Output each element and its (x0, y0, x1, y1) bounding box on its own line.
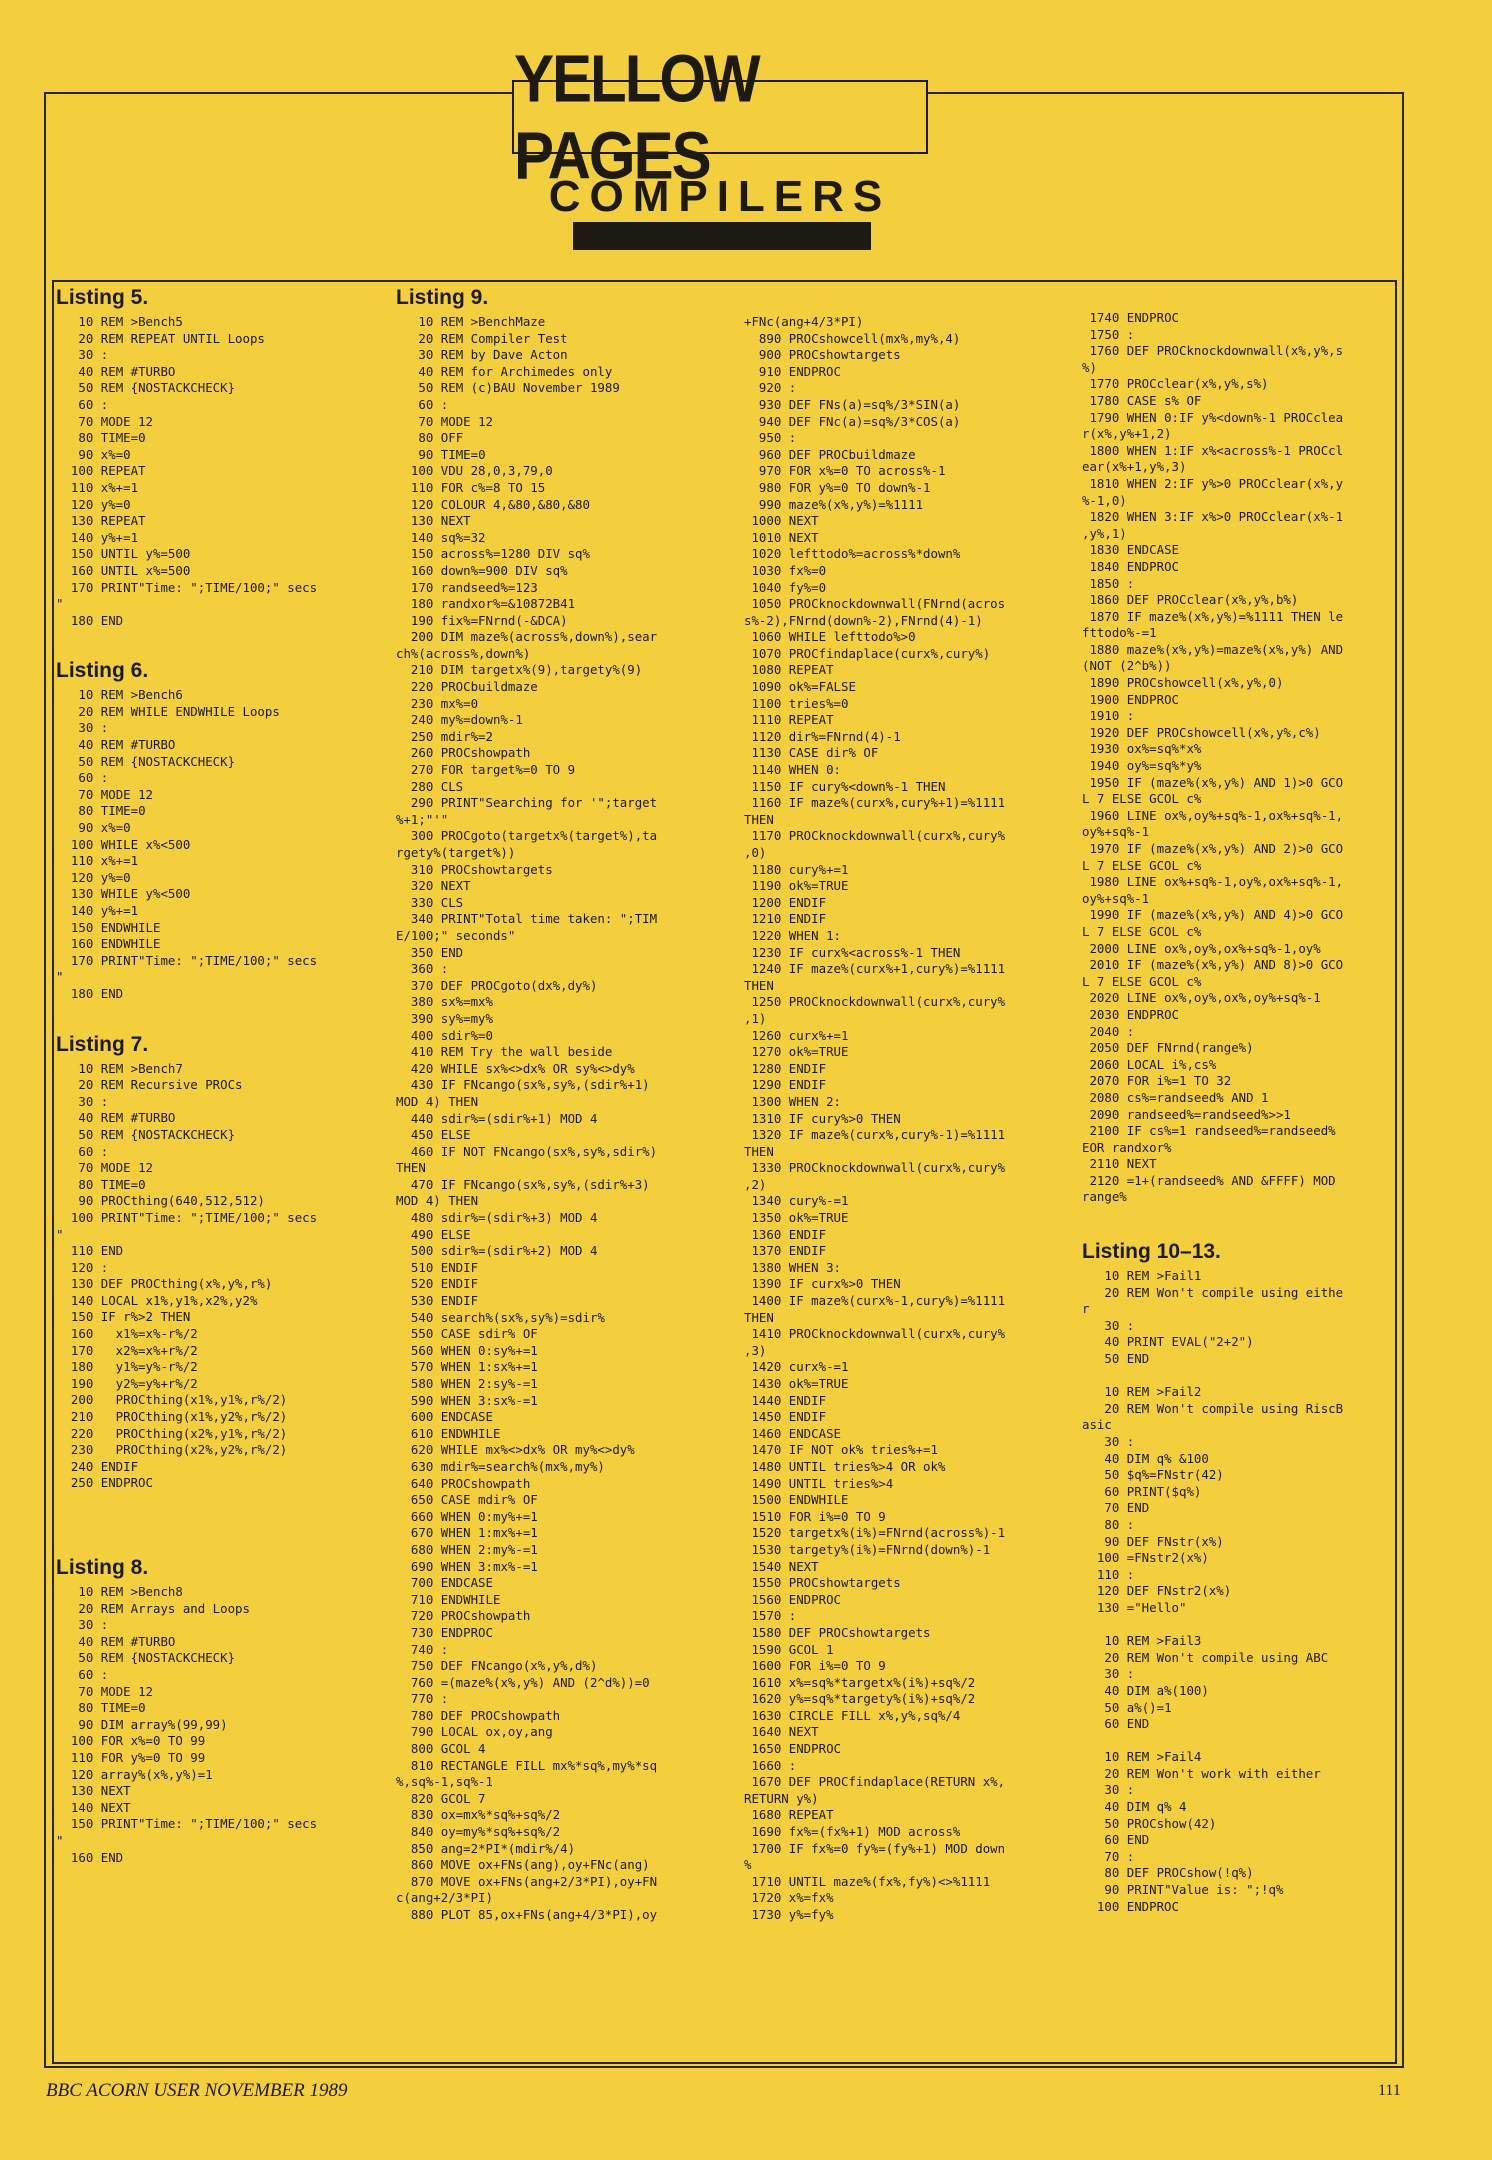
masthead-title: YELLOW PAGES (514, 40, 759, 194)
listing-9 (396, 286, 744, 1924)
listing-9-end (1082, 310, 1398, 1206)
listing-title: Listing 5. (56, 286, 149, 309)
listing-title: Listing 10–13. (1082, 1240, 1221, 1264)
listing-code: 10 REM >Bench8 20 REM Arrays and Loops 30 : 40 REM #TURBO 50 REM {NOSTACKCHECK} 60 : 70 MODE 12 80 TIME=0 90 DIM array%(99,99) 100 FOR x%=0 TO 99 110 FOR y%=0 TO 99 120 array%(x%,y%)=1 130 NEXT 140 NEXT 150 PRINT"Time: ";TIME/100;" secs " 160 END (56, 1584, 318, 1865)
listing-8 (56, 1556, 404, 1866)
column-1 (56, 284, 404, 1872)
column-3 (744, 314, 1092, 1930)
listing-code: 10 REM >BenchMaze 20 REM Compiler Test 30 REM by Dave Acton 40 REM for Archimedes only 50 REM (c)BAU November 1989 60 : 70 MODE 12 80 OFF 90 TIME=0 100 VDU 28,0,3,79,0 110 FOR c%=8 TO 15 120 COLOUR 4,&80,&80,&80 130 NEXT 140 sq%=32 150 across%=1280 DIV sq% 160 down%=900 DIV sq% 170 randseed%=123 180 randxor%=&10872B41 190 fix%=FNrnd(-&DCA) 200 DIM maze%(across%,down%),sear ch%(across%,down%) 210 DIM targetx%(9),targety%(9) 220 PROCbuildmaze 230 mx%=0 240 my%=down%-1 250 mdir%=2 260 PROCshowpath 270 FOR target%=0 TO 9 280 CLS 290 PRINT"Searching for '";target %+1;"'" 300 PROCgoto(targetx%(target%),ta rgety%(target%)) 310 PROCshowtargets 320 NEXT 330 CLS 340 PRINT"Total time taken: ";TIM E/100;" seconds" 350 END 360 : 370 DEF PROCgoto(dx%,dy%) 380 sx%=mx% 390 sy%=my% 400 sdir%=0 410 REM Try the wall beside 420 WHILE sx%<>dx% OR sy%<>dy% 430 IF FNcango(sx%,sy%,(sdir%+1) MOD 4) THEN 440 sdir%=(sdir%+1) MOD 4 450 ELSE 460 IF NOT FNcango(sx%,sy%,sdir%) THEN 470 IF FNcango(sx%,sy%,(sdir%+3) MOD 4) THEN 480 sdir%=(sdir%+3) MOD 4 490 ELSE 500 sdir%=(sdir%+2) MOD 4 510 ENDIF 520 ENDIF 530 ENDIF 540 search%(sx%,sy%)=sdir% 550 CASE sdir% OF 560 WHEN 0:sy%+=1 570 WHEN 1:sx%+=1 580 WHEN 2:sy%-=1 590 WHEN 3:sx%-=1 600 ENDCASE 610 ENDWHILE 620 WHILE mx%<>dx% OR my%<>dy% 630 mdir%=search%(mx%,my%) 640 PROCshowpath 650 CASE mdir% OF 660 WHEN 0:my%+=1 670 WHEN 1:mx%+=1 680 WHEN 2:my%-=1 690 WHEN 3:mx%-=1 700 ENDCASE 710 ENDWHILE 720 PROCshowpath 730 ENDPROC 740 : 750 DEF FNcango(x%,y%,d%) 760 =(maze%(x%,y%) AND (2^d%))=0 770 : 780 DEF PROCshowpath 790 LOCAL ox,oy,ang 800 GCOL 4 810 RECTANGLE FILL mx%*sq%,my%*sq %,sq%-1,sq%-1 820 GCOL 7 830 ox=mx%*sq%+sq%/2 840 oy=my%*sq%+sq%/2 850 ang=2*PI*(mdir%/4) 860 MOVE ox+FNs(ang),oy+FNc(ang) 870 MOVE ox+FNs(ang+2/3*PI),oy+FN c(ang+2/3*PI) 880 PLOT 85,ox+FNs(ang+4/3*PI),oy (396, 314, 658, 1922)
listing-code: 10 REM >Fail1 20 REM Won't compile using eithe r 30 : 40 PRINT EVAL("2+2") 50 END 10 REM >Fail2 20 REM Won't compile using RiscB asic 30 : 40 DIM q% &100 50 $q%=FNstr(42) 60 PRINT($q%) 70 END 80 : 90 DEF FNstr(x%) 100 =FNstr2(x%) 110 : 120 DEF FNstr2(x%) 130 ="Hello" 10 REM >Fail3 20 REM Won't compile using ABC 30 : 40 DIM a%(100) 50 a%()=1 60 END 10 REM >Fail4 20 REM Won't work with either 30 : 40 DIM q% 4 50 PROCshow(42) 60 END 70 : 80 DEF PROCshow(!q%) 90 PRINT"Value is: ";!q% 100 ENDPROC (1082, 1268, 1344, 1914)
listing-code: 10 REM >Bench7 20 REM Recursive PROCs 30 : 40 REM #TURBO 50 REM {NOSTACKCHECK} 60 : 70 MODE 12 80 TIME=0 90 PROCthing(640,512,512) 100 PRINT"Time: ";TIME/100;" secs " 110 END 120 : 130 DEF PROCthing(x%,y%,r%) 140 LOCAL x1%,y1%,x2%,y2% 150 IF r%>2 THEN 160 x1%=x%-r%/2 170 x2%=x%+r%/2 180 y1%=y%-r%/2 190 y2%=y%+r%/2 200 PROCthing(x1%,y1%,r%/2) 210 PROCthing(x1%,y2%,r%/2) 220 PROCthing(x2%,y1%,r%/2) 230 PROCthing(x2%,y2%,r%/2) 240 ENDIF 250 ENDPROC (56, 1060, 318, 1491)
listing-code: 10 REM >Bench5 20 REM REPEAT UNTIL Loops 30 : 40 REM #TURBO 50 REM {NOSTACKCHECK} 60 : 70 MODE 12 80 TIME=0 90 x%=0 100 REPEAT 110 x%+=1 120 y%=0 130 REPEAT 140 y%+=1 150 UNTIL y%=500 160 UNTIL x%=500 170 PRINT"Time: ";TIME/100;" secs " 180 END (56, 314, 318, 628)
column-2 (396, 284, 744, 1930)
listing-7 (56, 1033, 404, 1492)
footer-publication: BBC ACORN USER NOVEMBER 1989 (46, 2080, 348, 2101)
listing-code: +FNc(ang+4/3*PI) 890 PROCshowcell(mx%,my%,4) 900 PROCshowtargets 910 ENDPROC 920 : 930 DEF FNs(a)=sq%/3*SIN(a) 940 DEF FNc(a)=sq%/3*COS(a) 950 : 960 DEF PROCbuildmaze 970 FOR x%=0 TO across%-1 980 FOR y%=0 TO down%-1 990 maze%(x%,y%)=%1111 1000 NEXT 1010 NEXT 1020 lefttodo%=across%*down% 1030 fx%=0 1040 fy%=0 1050 PROCknockdownwall(FNrnd(acros s%-2),FNrnd(down%-2),FNrnd(4)-1) 1060 WHILE lefttodo%>0 1070 PROCfindaplace(curx%,cury%) 1080 REPEAT 1090 ok%=FALSE 1100 tries%=0 1110 REPEAT 1120 dir%=FNrnd(4)-1 1130 CASE dir% OF 1140 WHEN 0: 1150 IF cury%<down%-1 THEN 1160 IF maze%(curx%,cury%+1)=%1111 THEN 1170 PROCknockdownwall(curx%,cury% ,0) 1180 cury%+=1 1190 ok%=TRUE 1200 ENDIF 1210 ENDIF 1220 WHEN 1: 1230 IF curx%<across%-1 THEN 1240 IF maze%(curx%+1,cury%)=%1111 THEN 1250 PROCknockdownwall(curx%,cury% ,1) 1260 curx%+=1 1270 ok%=TRUE 1280 ENDIF 1290 ENDIF 1300 WHEN 2: 1310 IF cury%>0 THEN 1320 IF maze%(curx%,cury%-1)=%1111 THEN 1330 PROCknockdownwall(curx%,cury% ,2) 1340 cury%-=1 1350 ok%=TRUE 1360 ENDIF 1370 ENDIF 1380 WHEN 3: 1390 IF curx%>0 THEN 1400 IF maze%(curx%-1,cury%)=%1111 THEN 1410 PROCknockdownwall(curx%,cury% ,3) 1420 curx%-=1 1430 ok%=TRUE 1440 ENDIF 1450 ENDIF 1460 ENDCASE 1470 IF NOT ok% tries%+=1 1480 UNTIL tries%>4 OR ok% 1490 UNTIL tries%>4 1500 ENDWHILE 1510 FOR i%=0 TO 9 1520 targetx%(i%)=FNrnd(across%)-1 1530 targety%(i%)=FNrnd(down%)-1 1540 NEXT 1550 PROCshowtargets 1560 ENDPROC 1570 : 1580 DEF PROCshowtargets 1590 GCOL 1 1600 FOR i%=0 TO 9 1610 x%=sq%*targetx%(i%)+sq%/2 1620 y%=sq%*targety%(i%)+sq%/2 1630 CIRCLE FILL x%,y%,sq%/4 1640 NEXT 1650 ENDPROC 1660 : 1670 DEF PROCfindaplace(RETURN x%, RETURN y%) 1680 REPEAT 1690 fx%=(fx%+1) MOD across% 1700 IF fx%=0 fy%=(fy%+1) MOD down % 1710 UNTIL maze%(fx%,fy%)<>%1111 1720 x%=fx% 1730 y%=fy% (744, 314, 1006, 1922)
listing-5 (56, 286, 404, 629)
footer-page-number: 111 (1378, 2082, 1401, 2099)
listing-10-13 (1082, 1240, 1398, 1915)
listing-9-continued (744, 314, 1092, 1924)
section-bar (573, 222, 871, 250)
listing-title: Listing 8. (56, 1556, 149, 1579)
listing-title: Listing 6. (56, 659, 149, 683)
masthead (512, 40, 928, 194)
listing-code: 1740 ENDPROC 1750 : 1760 DEF PROCknockdownwall(x%,y%,s %) 1770 PROCclear(x%,y%,s%) 1780 CASE s% OF 1790 WHEN 0:IF y%<down%-1 PROCclea r(x%,y%+1,2) 1800 WHEN 1:IF x%<across%-1 PROCcl ear(x%+1,y%,3) 1810 WHEN 2:IF y%>0 PROCclear(x%,y %-1,0) 1820 WHEN 3:IF x%>0 PROCclear(x%-1 ,y%,1) 1830 ENDCASE 1840 ENDPROC 1850 : 1860 DEF PROCclear(x%,y%,b%) 1870 IF maze%(x%,y%)=%1111 THEN le fttodo%-=1 1880 maze%(x%,y%)=maze%(x%,y%) AND (NOT (2^b%)) 1890 PROCshowcell(x%,y%,0) 1900 ENDPROC 1910 : 1920 DEF PROCshowcell(x%,y%,c%) 1930 ox%=sq%*x% 1940 oy%=sq%*y% 1950 IF (maze%(x%,y%) AND 1)>0 GCO L 7 ELSE GCOL c% 1960 LINE ox%,oy%+sq%-1,ox%+sq%-1, oy%+sq%-1 1970 IF (maze%(x%,y%) AND 2)>0 GCO L 7 ELSE GCOL c% 1980 LINE ox%+sq%-1,oy%,ox%+sq%-1, oy%+sq%-1 1990 IF (maze%(x%,y%) AND 4)>0 GCO L 7 ELSE GCOL c% 2000 LINE ox%,oy%,ox%+sq%-1,oy% 2010 IF (maze%(x%,y%) AND 8)>0 GCO L 7 ELSE GCOL c% 2020 LINE ox%,oy%,ox%,oy%+sq%-1 2030 ENDPROC 2040 : 2050 DEF FNrnd(range%) 2060 LOCAL i%,cs% 2070 FOR i%=1 TO 32 2080 cs%=randseed% AND 1 2090 randseed%=randseed%>>1 2100 IF cs%=1 randseed%=randseed% EOR randxor% 2110 NEXT 2120 =1+(randseed% AND &FFFF) MOD range% (1082, 310, 1344, 1205)
listing-code: 10 REM >Bench6 20 REM WHILE ENDWHILE Loops 30 : 40 REM #TURBO 50 REM {NOSTACKCHECK} 60 : 70 MODE 12 80 TIME=0 90 x%=0 100 WHILE x%<500 110 x%+=1 120 y%=0 130 WHILE y%<500 140 y%+=1 150 ENDWHILE 160 ENDWHILE 170 PRINT"Time: ";TIME/100;" secs " 180 END (56, 687, 318, 1001)
column-4 (1082, 310, 1398, 1921)
listing-title: Listing 9. (396, 286, 489, 309)
listing-title: Listing 7. (56, 1032, 149, 1056)
section-title: COMPILERS (548, 172, 892, 221)
listing-6 (56, 659, 404, 1002)
